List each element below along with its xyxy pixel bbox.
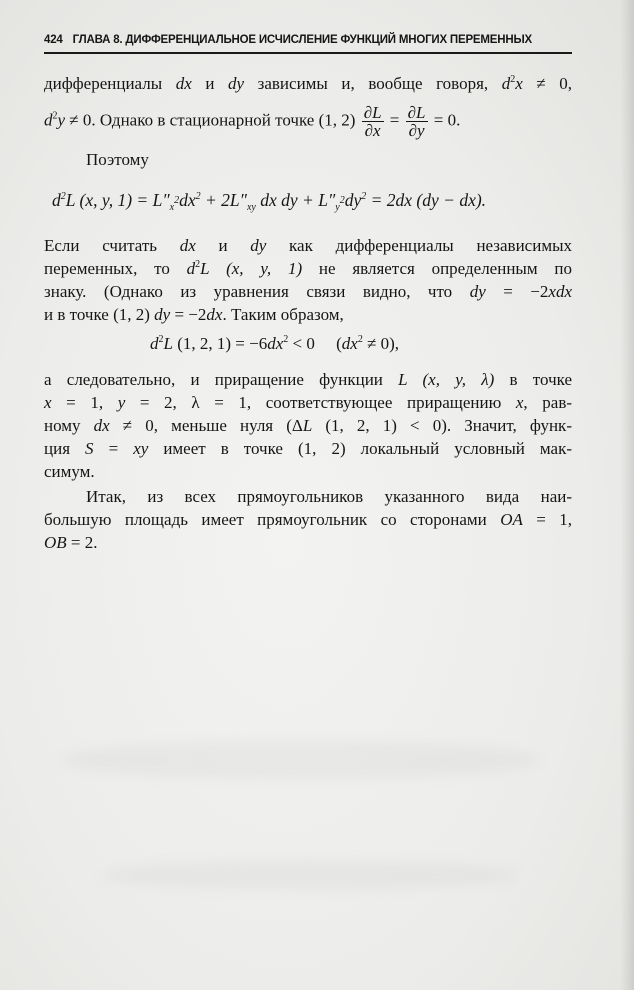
text-line-7: знаку. (Однако из уравнения связи видно, что dy = −2xdx — [44, 282, 572, 301]
equation-second-differential: $d^2L$ (x, y, $1) = L''_{x^2}dx^2 + 2L''_{xy}$ dx dy + $L''_{y^2}dy^2 = 2dx$ (dy − dx). — [52, 190, 487, 213]
text-line-12: ному dx ≠ 0, меньше нуля (ΔL (1, 2, 1) < 0). Значит, функ- — [44, 416, 572, 435]
bleed-through-shadow — [100, 860, 520, 890]
text-line-8: и в точке (1, 2) dy = −2dx. Таким образом, — [44, 305, 344, 324]
text-line-17: OB = 2. — [44, 533, 98, 552]
running-header — [44, 34, 564, 46]
header-rule — [44, 52, 572, 54]
text-line-10: а следовательно, и приращение функции L (x, y, λ) в точке — [44, 370, 572, 389]
page-number: 424 — [44, 34, 63, 46]
fraction-dL-dx: $\frac{\partial L}{\partial x}$ — [363, 103, 382, 140]
text-line-13: ция S = xy имеет в точке (1, 2) локальный условный мак- — [44, 439, 572, 458]
text-line-5: Если считать dx и dy как дифференциалы независимых — [44, 236, 573, 255]
text-line-1: дифференциалы dx и dy зависимы и, вообще говоря, $d^2x \ne 0$, — [44, 74, 572, 93]
text-line-2: $d^2y \ne 0$. Однако в стационарной точке (1, 2) $\frac{\partial L}{\partial x}$ = $\frac{\partial L}{\partial y}$ = 0. — [44, 103, 461, 140]
text-line-6: переменных, то $d^2L$ (x, y, 1) не является определенным по — [44, 259, 572, 278]
chapter-title: ГЛАВА 8. ДИФФЕРЕНЦИАЛЬНОЕ ИСЧИСЛЕНИЕ ФУНКЦИЙ МНОГИХ ПЕРЕМЕННЫХ — [72, 34, 532, 46]
text-line-3: Поэтому — [86, 150, 149, 169]
page-edge-shadow — [620, 0, 634, 990]
text-line-14: симум. — [44, 462, 95, 481]
text-line-16: большую площадь имеет прямоугольник со сторонами OA = 1, — [44, 510, 572, 529]
bleed-through-shadow — [60, 740, 540, 780]
fraction-dL-dy: $\frac{\partial L}{\partial y}$ — [407, 103, 426, 140]
text-line-11: x = 1, y = 2, λ = 1, соответствующее приращению x, рав- — [44, 393, 573, 412]
text-line-15: Итак, из всех прямоугольников указанного вида наи- — [86, 487, 572, 506]
equation-negative-differential: $d^2L$ (1, 2, $1) = -6dx^2 < 0$ $(dx^2 \ne 0)$, — [150, 334, 400, 353]
